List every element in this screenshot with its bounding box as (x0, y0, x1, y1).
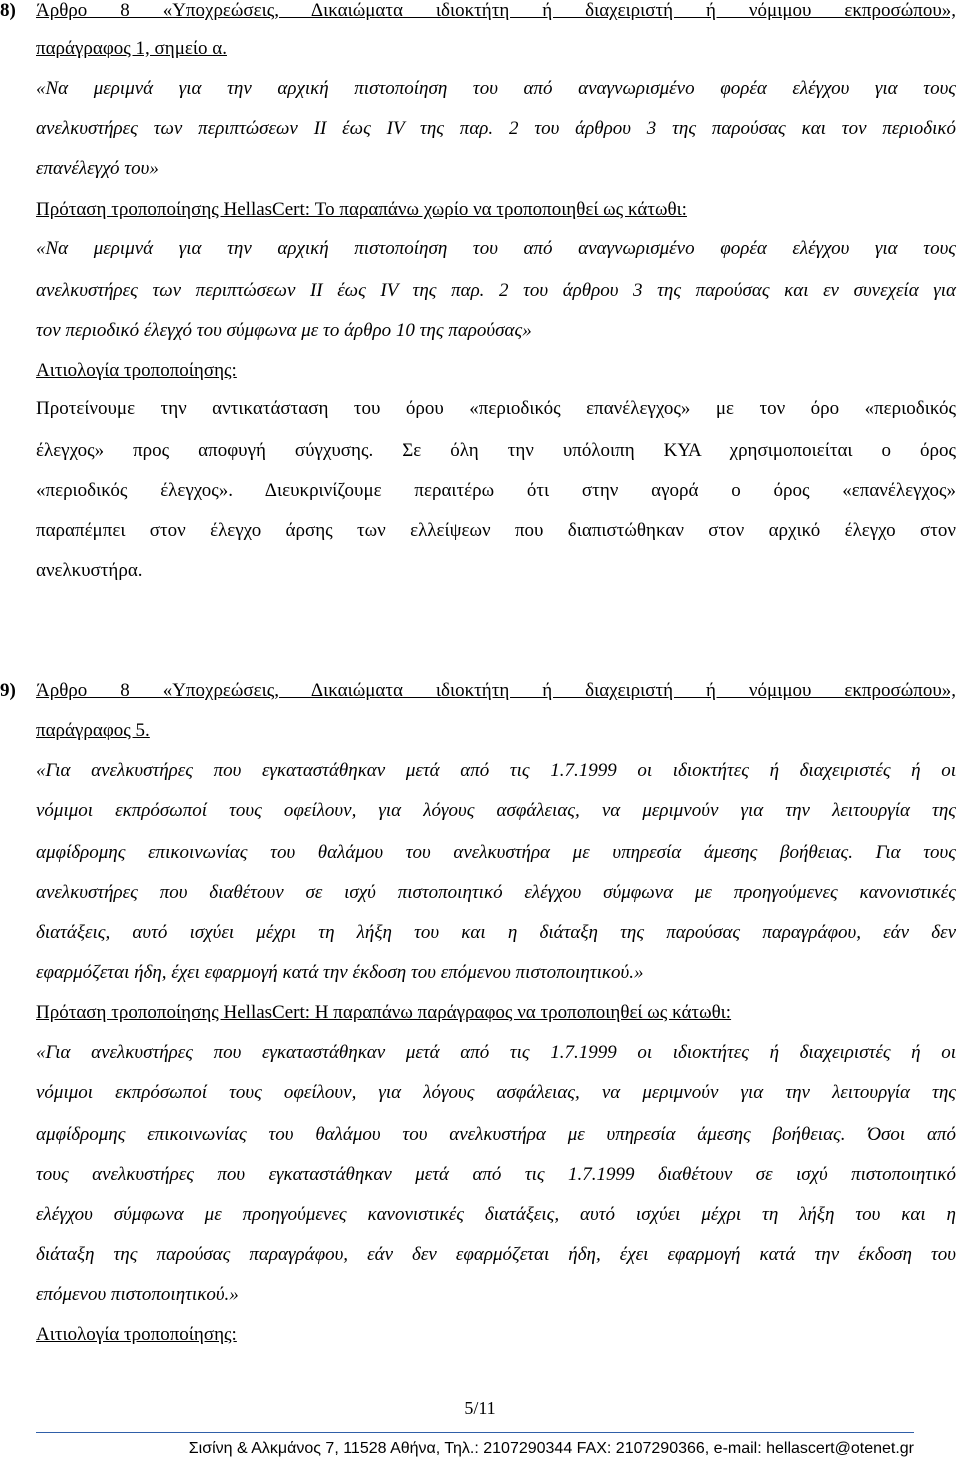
section-9-original-line-3: αμφίδρομης επικοινωνίας του θαλάμου του ανελκυστήρα με υπηρεσία άμεσης βοήθειας. Για τους (36, 842, 956, 863)
section-9-original-line-1: «Για ανελκυστήρες που εγκαταστάθηκαν μετά από τις 1.7.1999 οι ιδιοκτήτες ή διαχειριστές ή οι (36, 760, 956, 781)
section-9-proposed-line-6: διάταξη της παρούσας παραγράφου, εάν δεν εφαρμόζεται ήδη, έχει εφαρμογή κατά την έκδοση του (36, 1244, 956, 1265)
section-8-rationale-line-3: «περιοδικός έλεγχος». Διευκρινίζουμε περαιτέρω ότι στην αγορά ο όρος «επανέλεγχος» (36, 480, 956, 501)
section-9-original-line-5: διατάξεις, αυτό ισχύει μέχρι τη λήξη του και η διάταξη της παρούσας παραγράφου, εάν δεν (36, 922, 956, 943)
section-8-proposed-line-3: τον περιοδικό έλεγχό του σύμφωνα με το άρθρο 10 της παρούσας» (36, 320, 532, 341)
section-8-proposed-line-2: ανελκυστήρες των περιπτώσεων II έως IV της παρ. 2 του άρθρου 3 της παρούσας και εν συνεχεία για (36, 280, 956, 301)
section-9-proposal-label: Πρόταση τροποποίησης HellasCert: Η παραπάνω παράγραφος να τροποποιηθεί ως κάτωθι: (36, 1002, 732, 1023)
section-9-proposed-line-2: νόμιμοι εκπρόσωποί τους οφείλουν, για λόγους ασφάλειας, να μεριμνούν για την λειτουργία της (36, 1082, 956, 1103)
section-9-proposed-line-3: αμφίδρομης επικοινωνίας του θαλάμου του ανελκυστήρα με υπηρεσία άμεσης βοήθειας. Όσοι από (36, 1124, 956, 1145)
section-8-rationale-line-1: Προτείνουμε την αντικατάσταση του όρου «περιοδικός επανέλεγχος» με τον όρο «περιοδικός (36, 398, 956, 419)
section-9-proposed-line-7: επόμενου πιστοποιητικού.» (36, 1284, 239, 1305)
section-8-original-line-2: ανελκυστήρες των περιπτώσεων II έως IV της παρ. 2 του άρθρου 3 της παρούσας και τον περιοδικό (36, 118, 956, 139)
section-8-original-line-1: «Να μεριμνά για την αρχική πιστοποίηση του από αναγνωρισμένο φορέα ελέγχου για τους (36, 78, 956, 99)
section-9-rationale-label: Αιτιολογία τροποποίησης: (36, 1324, 237, 1345)
section-8-proposal-label: Πρόταση τροποποίησης HellasCert: Το παραπάνω χωρίο να τροποποιηθεί ως κάτωθι: (36, 199, 687, 220)
section-8-original-line-3: επανέλεγχό του» (36, 158, 159, 179)
section-9-original-line-4: ανελκυστήρες που διαθέτουν σε ισχύ πιστοποιητικό ελέγχου σύμφωνα με προηγούμενες κανονιστικές (36, 882, 956, 903)
section-9-original-line-2: νόμιμοι εκπρόσωποί τους οφείλουν, για λόγους ασφάλειας, να μεριμνούν για την λειτουργία της (36, 800, 956, 821)
section-9-proposed-line-5: ελέγχου σύμφωνα με προηγούμενες κανονιστικές διατάξεις, αυτό ισχύει μέχρι τη λήξη του και η (36, 1204, 956, 1225)
section-8-number: 8) (0, 0, 16, 21)
section-9-proposed-line-1: «Για ανελκυστήρες που εγκαταστάθηκαν μετά από τις 1.7.1999 οι ιδιοκτήτες ή διαχειριστές ή οι (36, 1042, 956, 1063)
section-8-rationale-line-5: ανελκυστήρα. (36, 560, 143, 581)
section-8-rationale-label: Αιτιολογία τροποποίησης: (36, 360, 237, 381)
section-8-proposed-line-1: «Να μεριμνά για την αρχική πιστοποίηση του από αναγνωρισμένο φορέα ελέγχου για τους (36, 238, 956, 259)
section-8-rationale-line-2: έλεγχος» προς αποφυγή σύγχυσης. Σε όλη την υπόλοιπη ΚΥΑ χρησιμοποιείται ο όρος (36, 440, 956, 461)
page-number: 5/11 (464, 1398, 496, 1418)
section-8-heading-line-2: παράγραφος 1, σημείο α. (36, 38, 227, 59)
section-8-rationale-line-4: παραπέμπει στον έλεγχο άρσης των ελλείψεων που διαπιστώθηκαν στον αρχικό έλεγχο στον (36, 520, 956, 541)
section-8-heading-line-1: Άρθρο 8 «Υποχρεώσεις, Δικαιώματα ιδιοκτήτη ή διαχειριστή ή νόμιμου εκπροσώπου», (36, 0, 956, 21)
footer-address: Σισίνη & Αλκμάνος 7, 11528 Αθήνα, Τηλ.: 2107290344 FAX: 2107290366, e-mail: hellascert@otenet.gr (188, 1440, 914, 1457)
section-9-heading-line-2: παράγραφος 5. (36, 720, 150, 741)
section-9-original-line-6: εφαρμόζεται ήδη, έχει εφαρμογή κατά την έκδοση του επόμενου πιστοποιητικού.» (36, 962, 644, 983)
footer-divider (36, 1432, 914, 1433)
section-9-heading-line-1: Άρθρο 8 «Υποχρεώσεις, Δικαιώματα ιδιοκτήτη ή διαχειριστή ή νόμιμου εκπροσώπου», (36, 680, 956, 701)
section-9-proposed-line-4: τους ανελκυστήρες που εγκαταστάθηκαν μετά από τις 1.7.1999 διαθέτουν σε ισχύ πιστοποιητικό (36, 1164, 956, 1185)
section-9-number: 9) (0, 680, 16, 701)
